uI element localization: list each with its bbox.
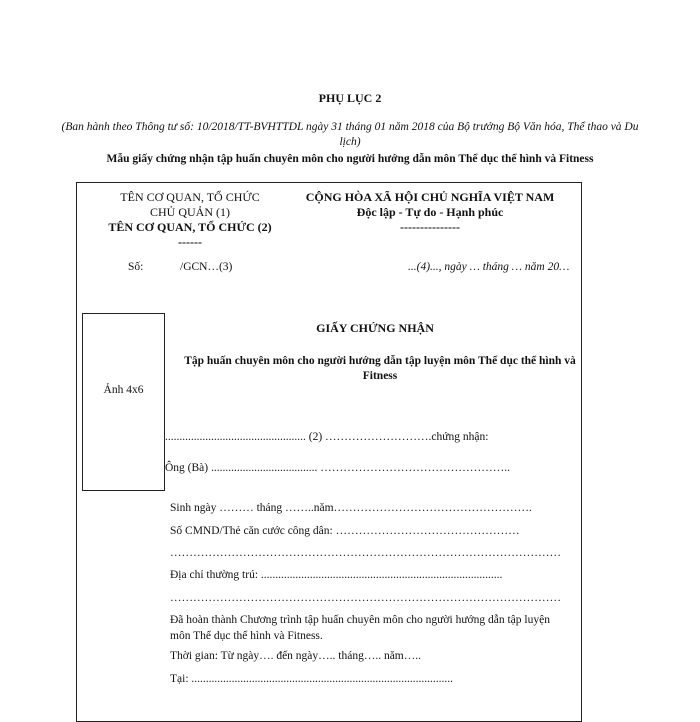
national-motto-block [285,190,575,235]
address-field: Địa chỉ thường trú: .................................................................................... [170,569,503,581]
nation-name: CỘNG HÒA XÃ HỘI CHỦ NGHĨA VIỆT NAM [305,190,555,204]
id-card-field: Số CMND/Thẻ căn cước công dân: ………………………………………… [170,525,520,537]
org-line-3: TÊN CƠ QUAN, TỔ CHỨC (2) [108,220,272,234]
address-continuation: ………………………………………………………………………………………… [170,592,561,604]
nation-motto: Độc lập - Tự do - Hạnh phúc [356,205,504,219]
duration-field: Thời gian: Từ ngày…. đến ngày….. tháng….. năm….. [170,650,422,662]
certifier-field: ................................................. (2) ……………………….chứng nhận: [165,431,489,443]
photo-placeholder [82,313,165,491]
id-card-continuation: ………………………………………………………………………………………… [170,547,561,559]
completion-statement: Đã hoàn thành Chương trình tập huấn chuyên môn cho người hướng dẫn tập luyện môn Thể dục thể hình và Fitness. [170,614,550,642]
photo-label: Ảnh 4x6 [103,384,144,396]
org-line-2: CHỦ QUẢN (1) [150,205,230,219]
birth-date-field: Sinh ngày ……… tháng ……..năm……………………………………………. [170,502,532,514]
certificate-title: GIẤY CHỨNG NHẬN [316,321,434,335]
location-field: Tại: ........................................................................................... [170,673,454,685]
document-number-code: /GCN…(3) [180,261,233,273]
issued-note: (Ban hành theo Thông tư số: 10/2018/TT-BVHTTDL ngày 31 tháng 01 năm 2018 của Bộ trưởng Bộ Văn hóa, Thể thao và Du lịch) [61,121,639,148]
nation-separator: --------------- [400,220,460,234]
place-date: ...(4)..., ngày … tháng … năm 20… [408,261,570,273]
document-number-label: Số: [128,261,144,273]
certificate-subtitle: Tập huấn chuyên môn cho người hướng dẫn tập luyện môn Thể dục thể hình và Fitness [184,355,576,382]
org-line-1: TÊN CƠ QUAN, TỔ CHỨC [120,190,260,204]
form-title: Mẫu giấy chứng nhận tập huấn chuyên môn cho người hướng dẫn môn Thể dục thể hình và Fitness [106,153,594,165]
name-field: Ông (Bà) ..................................... ………………………………………….. [165,462,510,474]
organization-block [80,190,300,250]
appendix-title: PHỤ LỤC 2 [318,91,382,105]
org-separator: ------ [178,235,202,249]
